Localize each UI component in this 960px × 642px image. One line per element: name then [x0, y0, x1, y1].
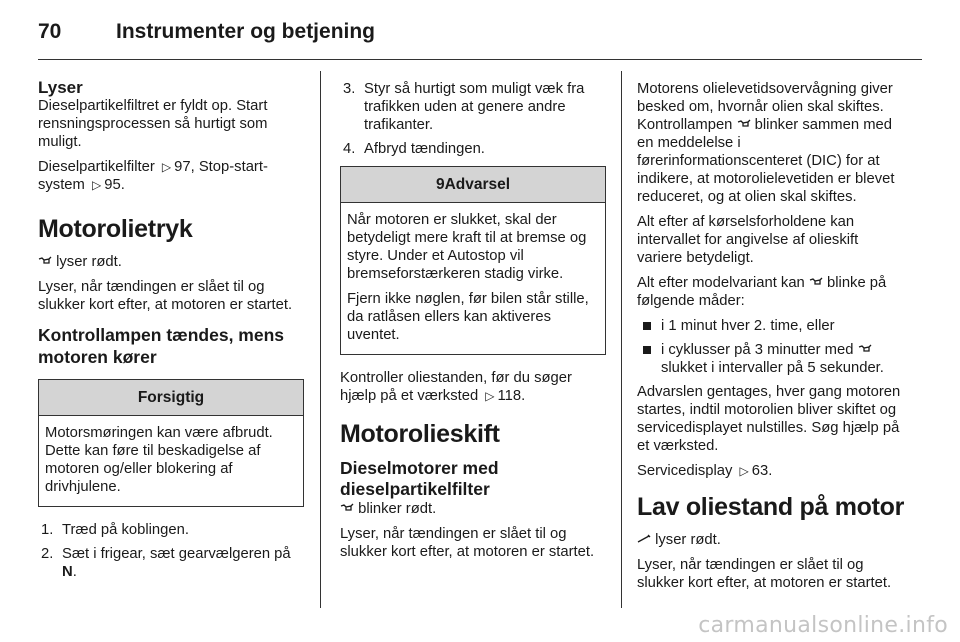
page-reference-arrow-icon: ▷ [91, 178, 102, 192]
oil-can-icon [38, 256, 52, 265]
column-3 [637, 80, 907, 599]
page-number: 70 [38, 20, 62, 43]
cross-reference: Dieselpartikelfilter ▷ 97, Stop-start-system ▷ 95. [38, 159, 268, 193]
blink-modes-text: Alt efter modelvariant kan blinke på følgende måder: [637, 275, 887, 309]
list-item: i cyklusser på 3 minutter med slukket i intervaller på 5 sekunder. [637, 341, 907, 377]
section-heading-kontrollampen: Kontrollampen tændes, mens motoren kører [38, 325, 285, 367]
reference-link[interactable]: 63 [751, 463, 769, 479]
warning-symbol: 9 [435, 175, 445, 193]
service-display-reference: Servicedisplay ▷ 63. [637, 463, 773, 479]
oil-can-icon [340, 503, 354, 512]
section-heading-lav-oliestand: Lav oliestand på motor [637, 493, 905, 521]
warning-box [340, 166, 606, 355]
list-item: 1. Træd på koblingen. [41, 522, 189, 538]
header-rule [38, 59, 922, 60]
column-divider-1 [320, 71, 321, 608]
lyser-description: Lyser, når tændingen er slået til og slukker kort efter, at motoren er startet. [38, 279, 293, 313]
indicator-line: lyser rødt. [637, 531, 907, 549]
caution-box [38, 379, 304, 507]
lyser-description: Lyser, når tændingen er slået til og slukker kort efter, at motoren er startet. [637, 557, 892, 591]
watermark: carmanualsonline.info [698, 613, 948, 638]
indicator-line: blinker rødt. [340, 500, 606, 518]
section-heading-motorolieskift: Motorolieskift [340, 420, 500, 448]
column-1 [38, 78, 304, 587]
warning-text: Fjern ikke nøglen, før bilen står stille, da ratlåsen ellers kan aktiveres uventet. [347, 291, 589, 343]
page-reference-arrow-icon: ▷ [739, 464, 749, 478]
bullet-icon [643, 322, 651, 330]
caution-text: Motorsmøringen kan være afbrudt. Dette kan føre til beskadigelse af motoren og/eller blokering af drivhjulene. [45, 425, 273, 495]
lyser-description: Lyser, når tændingen er slået til og slukker kort efter, at motoren er startet. [340, 526, 595, 560]
page-header [38, 14, 375, 50]
oil-can-icon [737, 119, 751, 128]
bullet-icon [643, 346, 651, 354]
column-2 [340, 80, 606, 568]
lyser-text: Dieselpartikelfiltret er fyldt op. Start rensningsprocessen så hurtigt som muligt. [38, 98, 268, 150]
steps-list-continued [340, 80, 606, 158]
subheading-dieselmotorer: Dieselmotorer med dieselpartikelfilter [340, 458, 499, 499]
column-divider-2 [621, 71, 622, 608]
oil-life-text: Motorens olielevetidsovervågning giver besked om, hvornår olien skal skiftes. Kontrollampen blinker sammen med en meddelelse i førerinformationscenteret (DIC) for at indikere, at motorolielevetiden er blevet reduceret, og at olien skal skiftes. [637, 81, 895, 205]
reference-link[interactable]: 95 [104, 177, 121, 193]
list-item: i 1 minut hver 2. time, eller [637, 317, 907, 335]
warning-title: 9 Advarsel [341, 167, 605, 203]
list-item: 2. Sæt i frigear, sæt gearvælgeren på N. [41, 546, 291, 580]
oil-dipstick-icon [637, 534, 651, 543]
lyser-heading: Lyser [38, 78, 83, 97]
interval-text: Alt efter af kørselsforholdene kan intervallet for angivelse af olieskift variere betydeligt. [637, 214, 859, 266]
indicator-line: lyser rødt. [38, 253, 304, 271]
check-oil-text: Kontroller oliestanden, før du søger hjælp på et værksted ▷ 118. [340, 370, 572, 404]
reference-link[interactable]: 118 [497, 388, 522, 404]
steps-list [38, 521, 304, 581]
oil-can-icon [858, 344, 872, 353]
caution-title: Forsigtig [39, 380, 303, 416]
section-heading-motorolietryk: Motorolietryk [38, 215, 193, 243]
oil-can-icon [809, 277, 823, 286]
blink-modes-list [637, 317, 907, 377]
page-reference-arrow-icon: ▷ [161, 160, 172, 174]
list-item: 4. Afbryd tændingen. [343, 141, 485, 157]
list-item: 3. Styr så hurtigt som muligt væk fra trafikken uden at genere andre trafikanter. [343, 81, 585, 133]
repeat-warning-text: Advarslen gentages, hver gang motoren startes, indtil motorolien bliver skiftet og servicedisplayet nulstilles. Søg hjælp på et værksted. [637, 384, 901, 454]
page-title: Instrumenter og betjening [116, 20, 376, 43]
page-reference-arrow-icon: ▷ [485, 389, 495, 403]
warning-text: Når motoren er slukket, skal der betydeligt mere kraft til at bremse og styre. Under et Autostop vil bremseforstærkeren stadig virke. [347, 212, 587, 282]
reference-link[interactable]: 97 [174, 159, 191, 175]
